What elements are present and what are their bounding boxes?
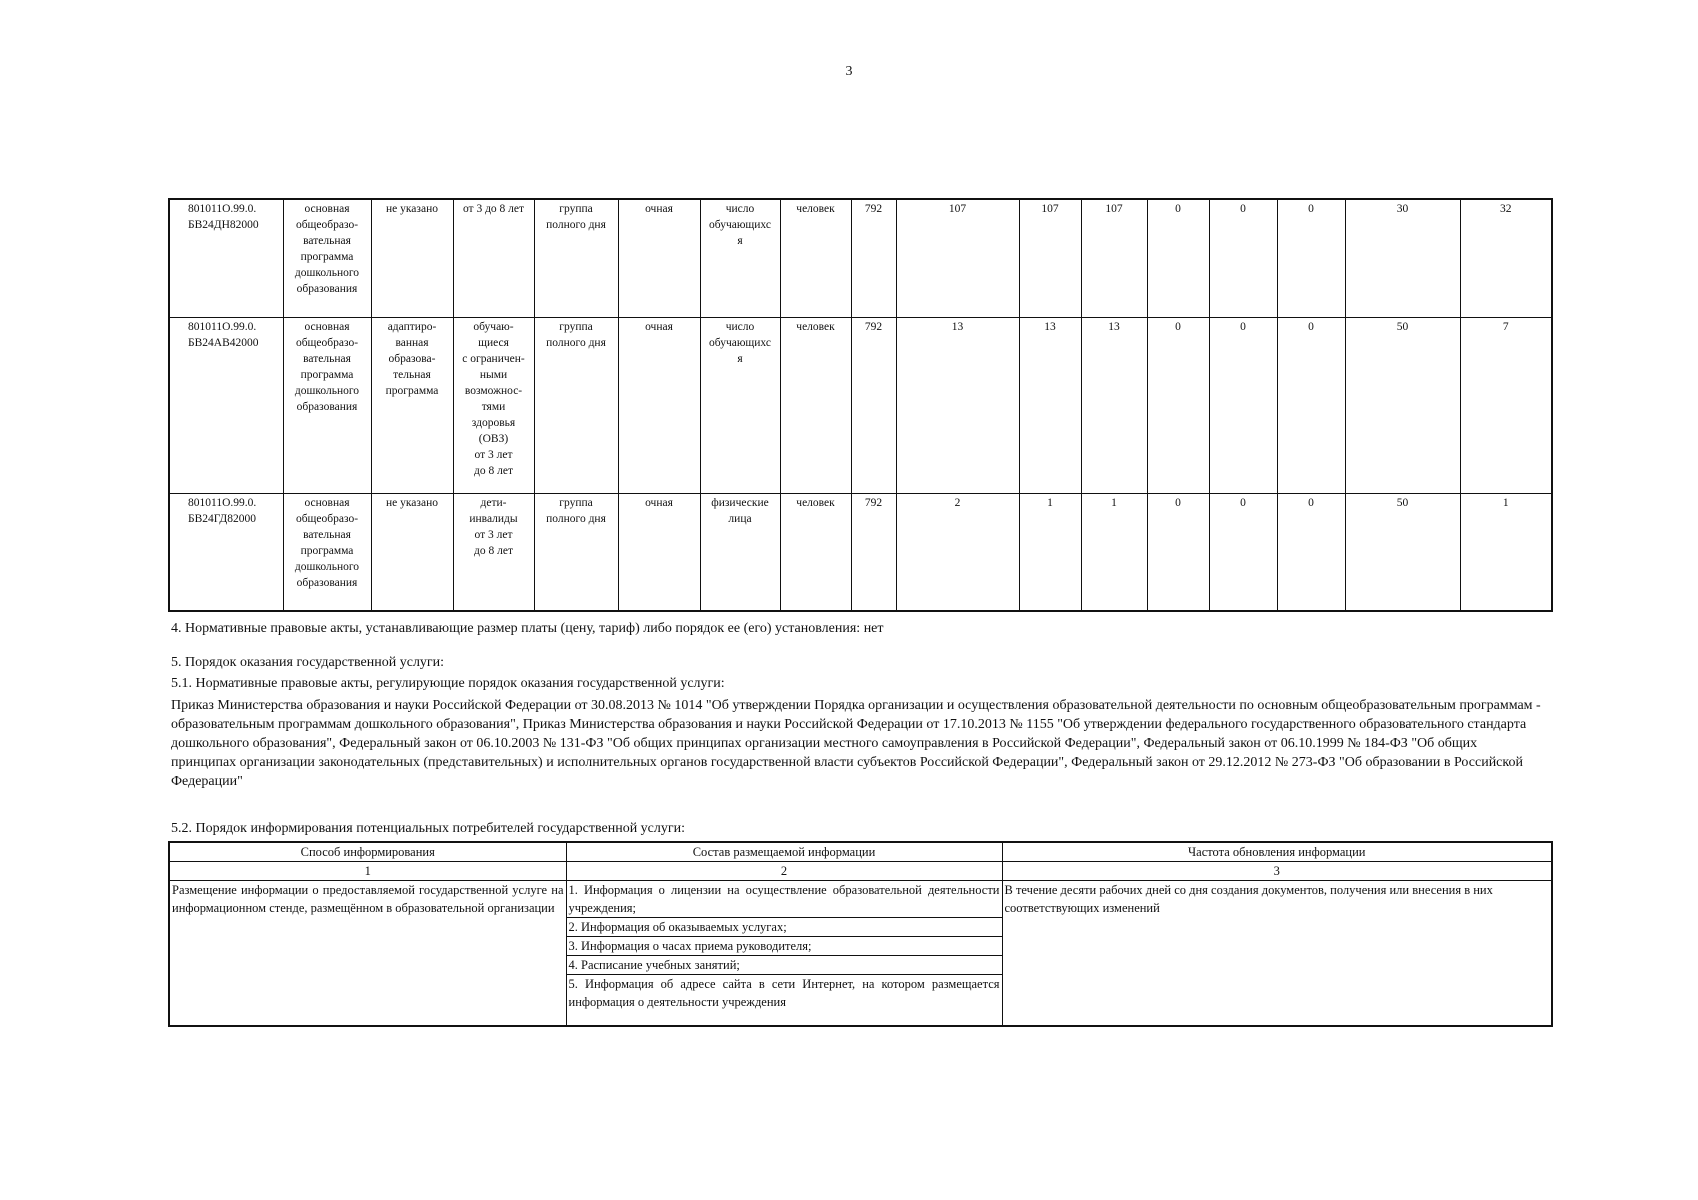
info-table-number-row: [169, 862, 1552, 881]
info-item: 2. Информация об оказываемых услугах;: [567, 918, 1002, 937]
student-category: от 3 до 8 лет: [453, 199, 534, 317]
stay-form: группа полного дня: [534, 199, 618, 317]
section-5-title: 5. Порядок оказания государственной услуги:: [171, 655, 445, 670]
value-approved: 13: [896, 317, 1019, 493]
value-deviation-reason: 7: [1460, 317, 1552, 493]
info-table-row: [169, 881, 1552, 1026]
value-fact: 1: [1019, 493, 1081, 611]
program-type: не указано: [371, 199, 453, 317]
value-approved: 2: [896, 493, 1019, 611]
registry-code: 801011О.99.0. БВ24ГД82000: [169, 493, 283, 611]
value-other: 0: [1277, 317, 1345, 493]
unit-name: человек: [780, 199, 851, 317]
program-name: основная общеобразо- вательная программа дошкольного образования: [283, 493, 371, 611]
value-deviation-reason: 32: [1460, 199, 1552, 317]
stay-form: группа полного дня: [534, 493, 618, 611]
program-type: не указано: [371, 493, 453, 611]
value-allowed-deviation: 30: [1345, 199, 1460, 317]
registry-code: 801011О.99.0. БВ24АВ42000: [169, 317, 283, 493]
okei-code: 792: [851, 199, 896, 317]
services-table: [168, 198, 1553, 612]
value-approved: 107: [896, 199, 1019, 317]
okei-code: 792: [851, 317, 896, 493]
value-fact: 13: [1019, 317, 1081, 493]
table-row: [169, 199, 1552, 317]
table-row: [169, 493, 1552, 611]
student-category: дети- инвалиды от 3 лет до 8 лет: [453, 493, 534, 611]
info-header-method: Способ информирования: [169, 842, 566, 862]
value-actual: 107: [1081, 199, 1147, 317]
value-other: 0: [1277, 199, 1345, 317]
value-deviation: 0: [1147, 493, 1209, 611]
program-type: адаптиро- ванная образова- тельная программа: [371, 317, 453, 493]
study-form: очная: [618, 493, 700, 611]
section-5-1-title: 5.1. Нормативные правовые акты, регулирующие порядок оказания государственной услуги:: [171, 676, 725, 691]
info-item: 4. Расписание учебных занятий;: [567, 956, 1002, 975]
info-table: [168, 841, 1553, 1027]
page-number: 3: [845, 64, 853, 79]
info-content-cell: [566, 881, 1002, 1026]
study-form: очная: [618, 317, 700, 493]
student-category: обучаю- щиеся с ограничен- ными возможнос- тями здоровья (ОВЗ) от 3 лет до 8 лет: [453, 317, 534, 493]
value-deviation: 0: [1147, 199, 1209, 317]
info-item: 1. Информация о лицензии на осуществление образовательной деятельности учреждения;: [567, 881, 1002, 918]
section-5-2-title: 5.2. Порядок информирования потенциальных потребителей государственной услуги:: [171, 821, 686, 836]
value-extra: 0: [1209, 493, 1277, 611]
registry-code: 801011О.99.0. БВ24ДН82000: [169, 199, 283, 317]
indicator-name: физические лица: [700, 493, 780, 611]
info-frequency: В течение десяти рабочих дней со дня создания документов, получения или внесения в них соответствующих изменений: [1002, 881, 1552, 1026]
value-fact: 107: [1019, 199, 1081, 317]
value-other: 0: [1277, 493, 1345, 611]
info-item: 5. Информация об адресе сайта в сети Интернет, на котором размещается информация о деятельности учреждения: [568, 977, 1000, 1009]
indicator-name: число обучающихс я: [700, 317, 780, 493]
indicator-name: число обучающихс я: [700, 199, 780, 317]
value-extra: 0: [1209, 317, 1277, 493]
okei-code: 792: [851, 493, 896, 611]
stay-form: группа полного дня: [534, 317, 618, 493]
info-method: Размещение информации о предоставляемой государственной услуге на информационном стенде, размещённом в образовательной организации: [169, 881, 566, 1026]
section-4-text: 4. Нормативные правовые акты, устанавливающие размер платы (цену, тариф) либо порядок ее (его) установления: нет: [171, 621, 884, 636]
section-5-1-text: Приказ Министерства образования и науки Российской Федерации от 30.08.2013 № 1014 "Об утверждении Порядка организации и осуществления образовательной деятельности по основным общеобразовательным программам - образовательным программам дошкольного образования", Приказ Министерства образования и науки Российской Федерации от 17.10.2013 № 1155 "Об утверждении федерального государственного образовательного стандарта дошкольного образования", Федеральный закон от 06.10.2003 № 131-ФЗ "Об общих принципах организации местного самоуправления в Российской Федерации", Федеральный закон от 06.10.1999 № 184-ФЗ "Об общих принципах организации законодательных (представительных) и исполнительных органов государственной власти субъектов Российской Федерации", Федеральный закон от 29.12.2012 № 273-ФЗ "Об образовании в Российской Федерации": [171, 698, 1541, 789]
info-header-content: Состав размещаемой информации: [566, 842, 1002, 862]
unit-name: человек: [780, 493, 851, 611]
info-col-number: 2: [566, 862, 1002, 881]
value-actual: 13: [1081, 317, 1147, 493]
info-col-number: 3: [1002, 862, 1552, 881]
value-deviation: 0: [1147, 317, 1209, 493]
study-form: очная: [618, 199, 700, 317]
info-col-number: 1: [169, 862, 566, 881]
value-allowed-deviation: 50: [1345, 317, 1460, 493]
value-actual: 1: [1081, 493, 1147, 611]
program-name: основная общеобразо- вательная программа дошкольного образования: [283, 199, 371, 317]
info-header-frequency: Частота обновления информации: [1002, 842, 1552, 862]
value-extra: 0: [1209, 199, 1277, 317]
info-table-header-row: [169, 842, 1552, 862]
value-deviation-reason: 1: [1460, 493, 1552, 611]
unit-name: человек: [780, 317, 851, 493]
table-row: [169, 317, 1552, 493]
info-item: 3. Информация о часах приема руководителя;: [567, 937, 1002, 956]
program-name: основная общеобразо- вательная программа дошкольного образования: [283, 317, 371, 493]
value-allowed-deviation: 50: [1345, 493, 1460, 611]
